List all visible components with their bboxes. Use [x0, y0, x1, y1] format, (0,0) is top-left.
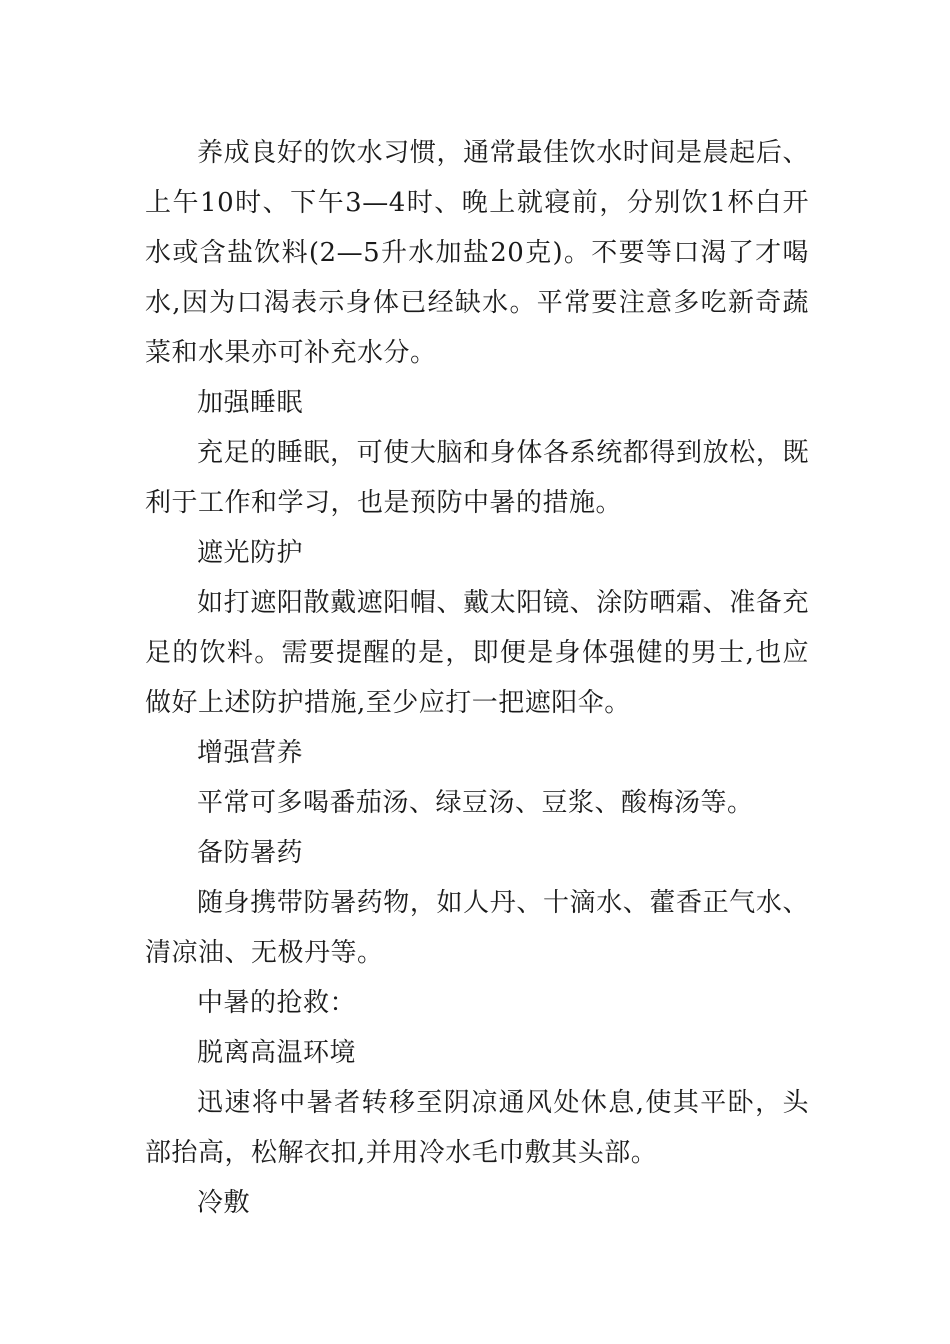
heading-leave-heat: 脱离高温环境	[197, 1038, 357, 1068]
heading-cold-compress: 冷敷	[197, 1188, 251, 1218]
paragraph-nutrition: 平常可多喝番茄汤、绿豆汤、豆浆、酸梅汤等。	[197, 788, 754, 818]
heading-heatstroke-rescue: 中暑的抢救：	[197, 988, 357, 1018]
heading-sleep: 加强睡眠	[197, 388, 304, 418]
paragraph-drinking-water: 养成良好的饮水习惯，通常最佳饮水时间是晨起后、上午10时、下午3—4时、晚上就寝前，分别饮1杯白开水或含盐饮料(2—5升水加盐20克)。不要等口渴了才喝水,因为口渴表示身体已经缺水。平常要注意多吃新奇蔬菜和水果亦可补充水分。	[145, 138, 809, 368]
paragraph-leave-heat: 迅速将中暑者转移至阴凉通风处休息,使其平卧，头部抬高，松解衣扣,并用冷水毛巾敷其头部。	[145, 1088, 809, 1168]
paragraph-sun-protection: 如打遮阳散戴遮阳帽、戴太阳镜、涂防晒霜、准备充足的饮料。需要提醒的是，即便是身体强健的男士,也应做好上述防护措施,至少应打一把遮阳伞。	[145, 588, 809, 718]
paragraph-medicine: 随身携带防暑药物，如人丹、十滴水、藿香正气水、清凉油、无极丹等。	[145, 888, 809, 968]
document-body	[145, 128, 809, 1228]
paragraph-sleep: 充足的睡眠，可使大脑和身体各系统都得到放松，既利于工作和学习，也是预防中暑的措施。	[145, 438, 809, 518]
heading-sun-protection: 遮光防护	[197, 538, 304, 568]
heading-medicine: 备防暑药	[197, 838, 304, 868]
heading-nutrition: 增强营养	[197, 738, 304, 768]
